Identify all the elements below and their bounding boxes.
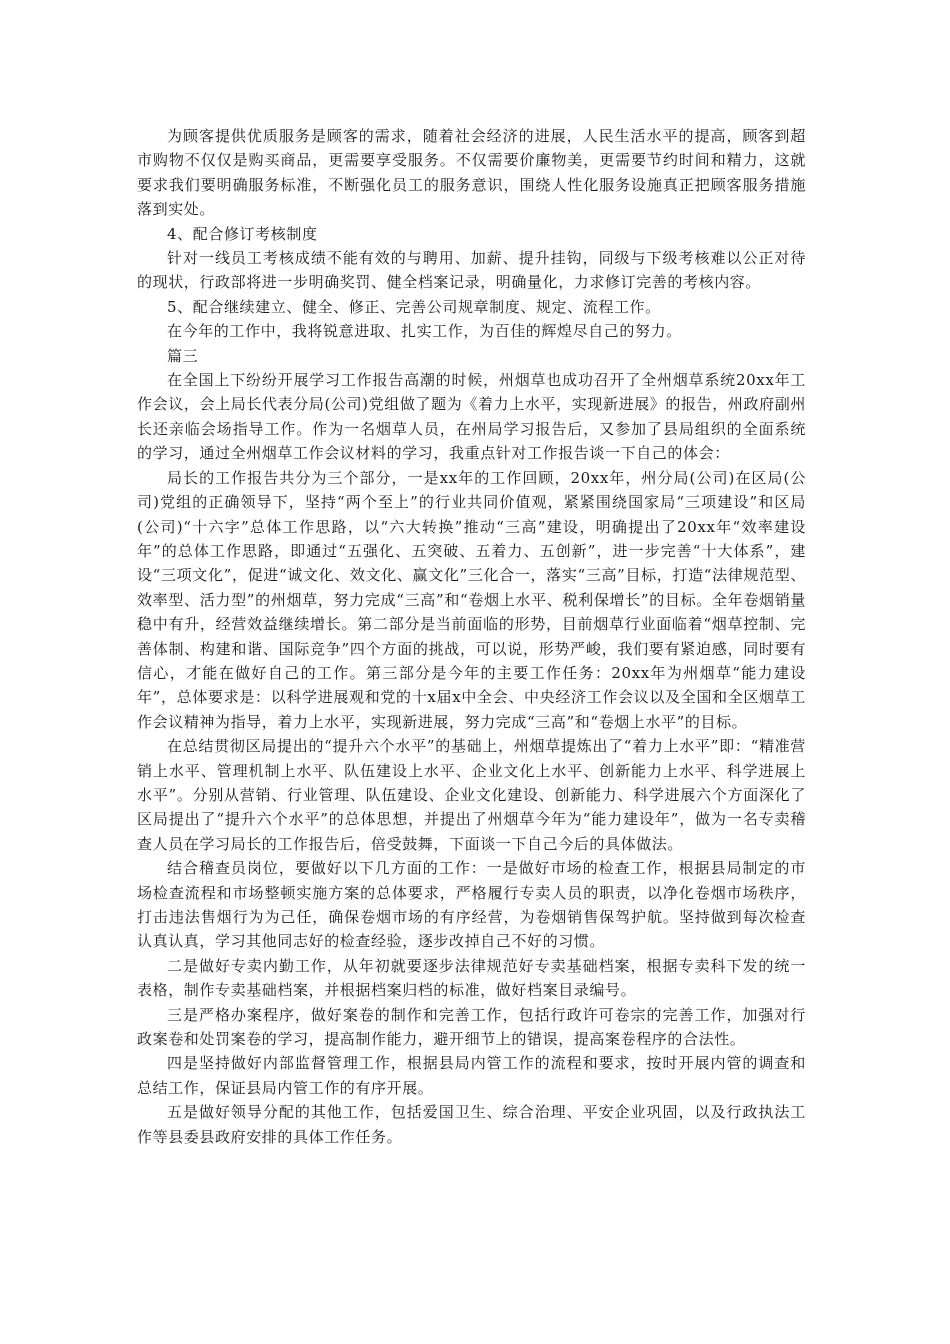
paragraph: 二是做好专卖内勤工作，从年初就要逐步法律规范好专卖基础档案，根据专卖科下发的统一表格，制作专卖基础档案，并根据档案归档的标准，做好档案目录编号。 (137, 956, 806, 1000)
document-body (137, 124, 806, 1149)
paragraph: 5、配合继续建立、健全、修正、完善公司规章制度、规定、流程工作。 (167, 297, 661, 316)
paragraph: 三是严格办案程序，做好案卷的制作和完善工作，包括行政许可卷宗的完善工作，加强对行政案卷和处罚案卷的学习，提高制作能力，避开细节上的错误，提高案卷程序的合法性。 (137, 1005, 806, 1049)
paragraph: 为顾客提供优质服务是顾客的需求，随着社会经济的进展，人民生活水平的提高，顾客到超市购物不仅仅是购买商品，更需要享受服务。不仅需要价廉物美，更需要节约时间和精力，这就要求我们要明确服务标准，不断强化员工的服务意识，围绕人性化服务设施真正把顾客服务措施落到实处。 (137, 127, 806, 219)
paragraph: 针对一线员工考核成绩不能有效的与聘用、加薪、提升挂钩，同级与下级考核难以公正对待的现状，行政部将进一步明确奖罚、健全档案记录，明确量化，力求修订完善的考核内容。 (137, 249, 806, 292)
paragraph: 在今年的工作中，我将锐意进取、扎实工作，为百佳的辉煌尽自己的努力。 (167, 322, 682, 341)
paragraph: 结合稽查员岗位，要做好以下几方面的工作：一是做好市场的检查工作，根据县局制定的市场检查流程和市场整顿实施方案的总体要求，严格履行专卖人员的职责，以净化卷烟市场秩序，打击违法售烟行为为己任，确保卷烟市场的有序经营，为卷烟销售保驾护航。坚持做到每次检查认真认真，学习其他同志好的检查经验，逐步改掉自己不好的习惯。 (137, 859, 806, 951)
paragraph: 在全国上下纷纷开展学习工作报告高潮的时候，州烟草也成功召开了全州烟草系统20xx年工作会议，会上局长代表分局(公司)党组做了题为《着力上水平，实现新进展》的报告，州政府副州长还亲临会场指导工作。作为一名烟草人员，在州局学习报告后，又参加了县局组织的全面系统的学习，通过全州烟草工作会议材料的学习，我重点针对工作报告谈一下自己的体会： (137, 371, 806, 463)
paragraph: 局长的工作报告共分为三个部分，一是xx年的工作回顾，20xx年，州分局(公司)在区局(公司)党组的正确领导下，坚持“两个至上”的行业共同价值观，紧紧围绕国家局“三项建设”和区局(公司)“十六字”总体工作思路，以“六大转换”推动“三高”建设，明确提出了20xx年“效率建设年”的总体工作思路，即通过“五强化、五突破、五着力、五创新”，进一步完善“十大体系”，建设“三项文化”，促进“诚文化、效文化、赢文化”三化合一，落实“三高”目标，打造“法律规范型、效率型、活力型”的州烟草，努力完成“三高”和“卷烟上水平、税利保增长”的目标。全年卷烟销量稳中有升，经营效益继续增长。第二部分是当前面临的形势，目前烟草行业面临着“烟草控制、完善体制、构建和谐、国际竞争”四个方面的挑战，可以说，形势严峻，我们要有紧迫感，同时要有信心，才能在做好自己的工作。第三部分是今年的主要工作任务：20xx年为州烟草“能力建设年”，总体要求是：以科学进展观和党的十x届x中全会、中央经济工作会议以及全国和全区烟草工作会议精神为指导，着力上水平，实现新进展，努力完成“三高”和“卷烟上水平”的目标。 (137, 468, 806, 731)
paragraph: 四是坚持做好内部监督管理工作，根据县局内管工作的流程和要求，按时开展内管的调查和总结工作，保证县局内管工作的有序开展。 (137, 1054, 806, 1097)
paragraph: 4、配合修订考核制度 (167, 224, 318, 243)
paragraph: 在总结贯彻区局提出的“提升六个水平”的基础上，州烟草提炼出了“着力上水平”即：“精准营销上水平、管理机制上水平、队伍建设上水平、企业文化上水平、创新能力上水平、科学进展上水平”。分别从营销、行业管理、队伍建设、企业文化建设、创新能力、科学进展六个方面深化了区局提出了“提升六个水平”的总体思想，并提出了州烟草今年为“能力建设年”，做为一名专卖稽查人员在学习局长的工作报告后，倍受鼓舞，下面谈一下自己今后的具体做法。 (137, 737, 806, 853)
paragraph: 五是做好领导分配的其他工作，包括爱国卫生、综合治理、平安企业巩固，以及行政执法工作等县委县政府安排的具体工作任务。 (137, 1103, 806, 1146)
section-heading: 篇三 (167, 346, 199, 365)
